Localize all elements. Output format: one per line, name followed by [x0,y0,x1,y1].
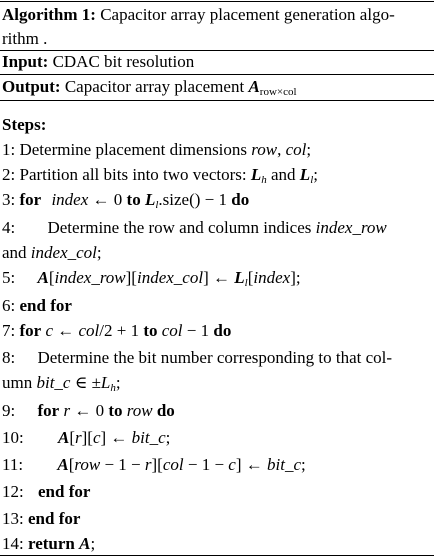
input-text: CDAC bit resolution [52,52,195,71]
var-A: A [79,534,91,553]
step-8-continued: umn bit_c ∈ $\pm L_h$; [2,373,121,394]
step-text: Partition all bits into two vectors: [19,165,247,184]
step-number: 9: [2,401,16,420]
step-number: 14: [2,534,24,553]
step-number: 5: [2,268,16,287]
step-13 [2,509,432,529]
keyword-return: return [27,534,75,553]
step-3: 3: for index ← 0 to $L_l.size() - 1$ do [2,190,250,211]
keyword-to: to [143,321,158,340]
step-number: 7: [2,321,16,340]
steps-label [2,115,432,135]
output-line [2,77,432,102]
algorithm-title-part1: Capacitor array placement generation algo- [100,5,395,24]
bottom-rule [0,555,434,556]
keyword-end-for: end for [19,296,72,315]
algorithm-label: Algorithm 1: [2,5,96,24]
top-rule [0,1,434,2]
step-9: 9: for r ← 0 to row do [2,401,175,420]
output-label: Output: [2,77,61,96]
var-row: row [251,140,278,159]
keyword-for: for [19,321,42,340]
step-8: 8: Determine the bit number corresponding to that col- [2,348,393,367]
output-subscript: row×col [259,86,297,98]
caption-rule [0,50,434,51]
algorithm-title-part2: rithm . [2,29,48,48]
step-number: 12: [2,482,24,501]
keyword-to: to [108,401,123,420]
keyword-do: do [231,190,250,209]
step-number: 3: [2,190,16,209]
step-11: 11: A[row − 1 − r][col − 1 − c] ← bit_c; [2,455,306,474]
keyword-end-for: end for [37,482,91,501]
step-number: 10: [2,428,24,447]
output-text: Capacitor array placement [64,77,245,96]
step-number: 4: [2,218,16,237]
step-text: Determine placement dimensions [19,140,248,159]
step-number: 6: [2,296,16,315]
input-label: Input: [2,52,49,71]
step-7: 7: for c ← col/2 + 1 to col − 1 do [2,321,232,340]
step-1: 1: Determine placement dimensions row, col; [2,140,312,159]
output-rule [0,100,434,101]
step-4: 4: Determine the row and column indices index_row [2,218,387,237]
step-12 [2,482,432,502]
step-number: 13: [2,509,24,528]
step-number: 8: [2,348,16,367]
var-col: col [285,140,307,159]
step-5: 5: A[index_row][index_col] ← $L_l[index]$; [2,268,301,289]
algorithm-caption [2,3,430,51]
step-10: 10: A[r][c] ← bit_c; [2,428,171,447]
input-line [2,52,432,72]
steps-heading: Steps: [2,115,47,134]
step-14: 14: return A; [2,534,96,553]
step-number: 2: [2,165,16,184]
step-2: 2: Partition all bits into two vectors: $L_h$ and $L_l$; [2,165,318,186]
step-4-continued: and index_col; [2,243,102,262]
keyword-for: for [19,190,42,209]
keyword-do: do [156,401,175,420]
keyword-do: do [213,321,232,340]
input-rule [0,74,434,75]
keyword-to: to [126,190,141,209]
step-number: 1: [2,140,16,159]
keyword-end-for: end for [27,509,81,528]
step-6 [2,296,432,316]
keyword-for: for [37,401,60,420]
step-number: 11: [2,455,24,474]
output-symbol: A [248,77,260,96]
